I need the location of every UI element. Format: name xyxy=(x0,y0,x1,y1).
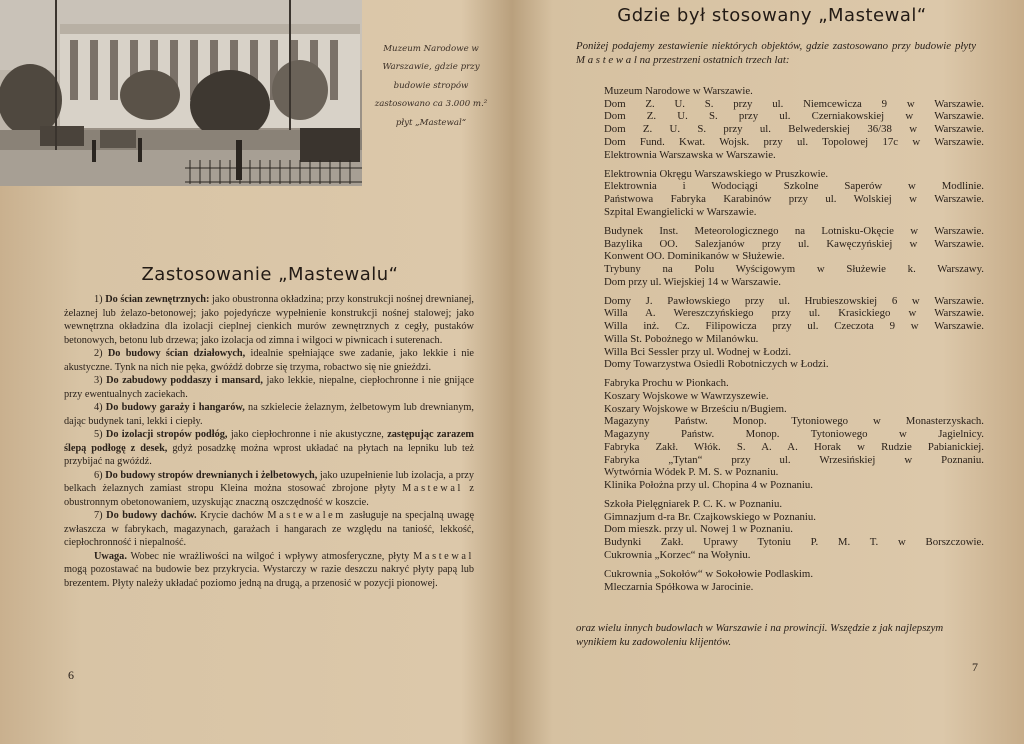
project-group xyxy=(604,498,984,562)
project-entry: Domy J. Pawłowskiego przy ul. Hrubieszowskiej 6 w Warszawie. xyxy=(604,294,984,307)
project-entry: Trybuny na Polu Wyścigowym w Służewie k. Warszawy. xyxy=(604,262,984,275)
project-entry: Fabryka „Tytan“ przy ul. Wrzesińskiej w Poznaniu. xyxy=(604,453,984,466)
project-entry: Willa inż. Cz. Filipowicza przy ul. Czeczota 9 w Warszawie. xyxy=(604,320,984,333)
project-entry: Cukrownia „Korzec“ na Wołyniu. xyxy=(604,548,751,561)
project-entry: Dom Z. U. S. przy ul. Czerniakowskiej w Warszawie. xyxy=(604,110,984,123)
project-group xyxy=(604,568,984,593)
projects-list xyxy=(604,85,984,600)
project-entry: Dom Z. U. S. przy ul. Belwederskiej 36/38 w Warszawie. xyxy=(604,123,984,136)
intro-text: Poniżej podajemy zestawienie niektórych objektów, gdzie zastosowano przy budowie płyty M a s t e w a l na przestrzeni ostatnich trzech lat: xyxy=(576,40,976,66)
project-entry: Willa A. Wereszczyńskiego przy ul. Krasickiego w Warszawie. xyxy=(604,307,984,320)
project-entry: Budynki Zakł. Uprawy Tytoniu P. M. T. w Borszczowie. xyxy=(604,536,984,549)
project-entry: Wytwórnia Wódek P. M. S. w Poznaniu. xyxy=(604,466,779,479)
photo-caption: Muzeum Narodowe w Warszawie, gdzie przy budowie stropów zastosowano ca 3.000 m.² płyt „Mastewal“ xyxy=(374,44,488,128)
project-entry: Gimnazjum d-ra Br. Czajkowskiego w Poznaniu. xyxy=(604,510,816,523)
museum-photo xyxy=(0,0,362,186)
project-group xyxy=(604,225,984,289)
project-group xyxy=(604,377,984,491)
project-entry: Fabryka Zakł. Włók. S. A. A. Horak w Rudzie Pabianickiej. xyxy=(604,440,984,453)
page-number-right: 7 xyxy=(972,660,978,674)
usage-item-7: 7) Do budowy dachów. Krycie dachów Mastewalem zasługuje na specjalną uwagę zwłaszcza w fabrykach, magazynach, garażach i hangarach ze względu na taniość, lekkość, ciepłochronność i niepalność. xyxy=(64,510,475,548)
usage-item-2: 2) Do budowy ścian działowych, idealnie spełniające swe zadanie, jako lekkie i nie akustyczne. Tynk na nich nie pęka, gwóźdź dobrze się trzyma, robactwo się nie gnieździ. xyxy=(64,348,474,373)
project-group xyxy=(604,295,984,371)
page-number-left: 6 xyxy=(68,668,74,682)
usage-item-6: 6) Do budowy stropów drewnianych i żelbetowych, jako uzupełnienie lub izolacja, a przy belkach żelaznych zamiast stropu Kleina można stosować zbrojone płyty Mastewal z obustronnym obetonowaniem, uzyskując znaczną oszczędność w koszcie. xyxy=(64,469,474,508)
project-entry: Mleczarnia Spółkowa w Jarocinie. xyxy=(604,580,754,593)
project-entry: Koszary Wojskowe w Brześciu n/Bugiem. xyxy=(604,402,787,415)
project-entry: Domy Towarzystwa Osiedli Robotniczych w Łodzi. xyxy=(604,358,829,371)
usage-item-1: 1) Do ścian zewnętrznych: jako obustronna okładzina; przy konstrukcji nośnej drewnianej, żelaznej lub żelazo-betonowej; jako pojedyńcze wypełnienie konstrukcji nośnej stalowej; jako wewnętrzna okładzina dla izolacji cieplnej cienkich murów zewnętrznych z cegły, pustaków betonowych, betonu lub drzewa; jako izolacja od zimna i wilgoci w piwnicach i suterenach. xyxy=(64,294,475,346)
usage-list xyxy=(64,293,474,590)
project-entry: Klinika Położna przy ul. Chopina 4 w Poznaniu. xyxy=(604,478,814,491)
project-entry: Dom Fund. Kwat. Wojsk. przy ul. Topolowej 17c w Warszawie. xyxy=(604,135,984,148)
left-page xyxy=(0,0,508,744)
usage-item-3: 3) Do zabudowy poddaszy i mansard, jako lekkie, niepalne, ciepłochronne i nie gnijące przy ewentualnych zaciekach. xyxy=(64,375,474,400)
project-entry: Elektrownia Okręgu Warszawskiego w Pruszkowie. xyxy=(604,167,829,180)
right-page xyxy=(520,0,1024,744)
project-group xyxy=(604,168,984,219)
project-entry: Państwowa Fabryka Karabinów przy ul. Wolskiej w Warszawie. xyxy=(604,193,984,206)
project-entry: Koszary Wojskowe w Wawrzyszewie. xyxy=(604,390,769,403)
project-entry: Willa St. Pobożnego w Milanówku. xyxy=(604,332,759,345)
usage-item-4: 4) Do budowy garaży i hangarów, na szkielecie żelaznym, żelbetowym lub drewnianym, dając budynek tani, lekki i ciepły. xyxy=(64,402,474,427)
project-entry: Willa Bci Sessler przy ul. Wodnej w Łodzi. xyxy=(604,345,792,358)
usage-item-5: 5) Do izolacji stropów podłóg, jako ciepłochronne i nie akustyczne, zastępując zarazem ślepą podłogę z desek, gdyż posadzkę można wprost układać na płytach na lepniku lub też przybijać na gwóźdź. xyxy=(64,429,475,467)
usage-note: Uwaga. Wobec nie wrażliwości na wilgoć i wpływy atmosferyczne, płyty Mastewal mogą pozostawać na budowie bez przykrycia. Wystarczy w razie deszczu nakryć płyty papą lub brezentem. Płyty należy układać poziomo jedną na drugą, a przenosić w pozycji pionowej. xyxy=(64,550,474,589)
project-entry: Elektrownia Warszawska w Warszawie. xyxy=(604,148,776,161)
project-entry: Fabryka Prochu w Pionkach. xyxy=(604,377,729,390)
project-entry: Dom przy ul. Wiejskiej 14 w Warszawie. xyxy=(604,275,782,288)
project-entry: Konwent OO. Dominikanów w Służewie. xyxy=(604,250,785,263)
right-heading: Gdzie był stosowany „Mastewal“ xyxy=(617,5,927,26)
closing-text: oraz wielu innych budowlach w Warszawie i na prowincji. Wszędzie z jak najlepszym wynikiem ku zadowoleniu klijentów. xyxy=(576,622,944,648)
project-entry: Magazyny Państw. Monop. Tytoniowego w Monasterzyskach. xyxy=(604,415,984,428)
project-entry: Bazylika OO. Salezjanów przy ul. Kawęczyńskiej w Warszawie. xyxy=(604,237,984,250)
project-entry: Dom mieszk. przy ul. Nowej 1 w Poznaniu. xyxy=(604,523,793,536)
project-entry: Szkoła Pielęgniarek P. C. K. w Poznaniu. xyxy=(604,498,783,511)
project-entry: Szpital Ewangielicki w Warszawie. xyxy=(604,205,757,218)
project-entry: Dom Z. U. S. przy ul. Niemcewicza 9 w Warszawie. xyxy=(604,97,984,110)
project-entry: Budynek Inst. Meteorologicznego na Lotnisku-Okęcie w Warszawie. xyxy=(604,224,984,237)
project-entry: Magazyny Państw. Monop. Tytoniowego w Jagielnicy. xyxy=(604,428,984,441)
project-entry: Muzeum Narodowe w Warszawie. xyxy=(604,85,753,97)
project-entry: Cukrownia „Sokołów“ w Sokołowie Podlaskim. xyxy=(604,567,814,580)
project-group xyxy=(604,85,984,161)
project-entry: Elektrownia i Wodociągi Szkolne Saperów w Modlinie. xyxy=(604,180,984,193)
left-heading: Zastosowanie „Mastewalu“ xyxy=(141,264,399,285)
